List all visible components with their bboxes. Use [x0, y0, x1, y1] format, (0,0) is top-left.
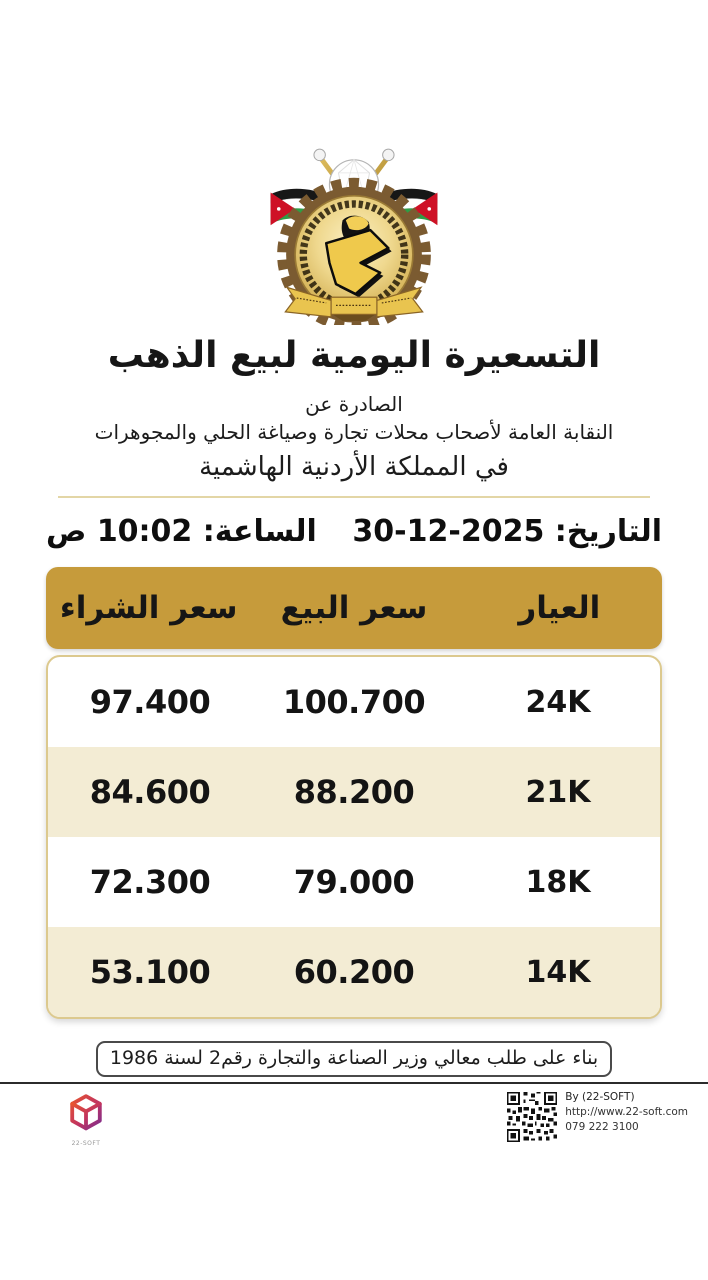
country-line: في المملكة الأردنية الهاشمية: [199, 452, 509, 482]
cube-logo-caption: 22-SOFT: [71, 1140, 101, 1147]
cube-logo-icon: [63, 1090, 109, 1136]
table-row: [48, 837, 660, 927]
vendor-by-line: By (22-SOFT): [565, 1091, 635, 1103]
karat-cell: 24K: [525, 684, 591, 720]
time-field: [46, 514, 317, 549]
date-label: التاريخ:: [554, 514, 662, 549]
column-header-sell: سعر البيع: [280, 590, 428, 626]
sell-price-cell: 60.200: [293, 953, 415, 991]
sell-price-cell: 88.200: [293, 773, 415, 811]
vendor-credit-block: [505, 1090, 688, 1144]
vendor-credit-text: [565, 1090, 688, 1136]
buy-price-cell: 97.400: [89, 683, 211, 721]
page-title: التسعيرة اليومية لبيع الذهب: [107, 335, 601, 376]
vendor-url: http://www.22-soft.com: [565, 1106, 688, 1119]
footer-divider: [0, 1082, 708, 1084]
software-vendor-logo: [58, 1090, 114, 1147]
price-table: [46, 567, 662, 1019]
sell-price-cell: 100.700: [282, 683, 426, 721]
table-row: [48, 747, 660, 837]
sell-price-cell: 79.000: [293, 863, 415, 901]
karat-cell: 18K: [525, 864, 591, 900]
date-value: 30-12-2025: [352, 514, 545, 549]
emblem-graphic: [264, 132, 444, 325]
karat-cell: 14K: [525, 954, 591, 990]
column-header-buy: سعر الشراء: [59, 590, 238, 626]
time-label: الساعة:: [202, 514, 317, 549]
qr-code: [505, 1090, 559, 1144]
footer-credits: [0, 1088, 708, 1154]
buy-price-cell: 72.300: [89, 863, 211, 901]
datetime-row: [46, 514, 662, 549]
syndicate-name: النقابة العامة لأصحاب محلات تجارة وصياغة الحلي والمجوهرات: [94, 420, 614, 444]
buy-price-cell: 53.100: [89, 953, 211, 991]
vendor-phone: 079 222 3100: [565, 1121, 639, 1134]
time-value: 10:02 ص: [46, 514, 193, 549]
ministerial-footnote: بناء على طلب معالي وزير الصناعة والتجارة رقم2 لسنة 1986: [96, 1041, 612, 1077]
column-header-karat: العيار: [518, 590, 601, 626]
table-row: [48, 657, 660, 747]
buy-price-cell: 84.600: [89, 773, 211, 811]
date-field: [352, 514, 662, 549]
gold-divider: [58, 496, 650, 498]
issued-by-label: الصادرة عن: [305, 392, 403, 416]
price-table-header: [46, 567, 662, 649]
table-row: [48, 927, 660, 1017]
syndicate-emblem: [0, 0, 708, 325]
karat-cell: 21K: [525, 774, 591, 810]
price-table-body: [46, 655, 662, 1019]
